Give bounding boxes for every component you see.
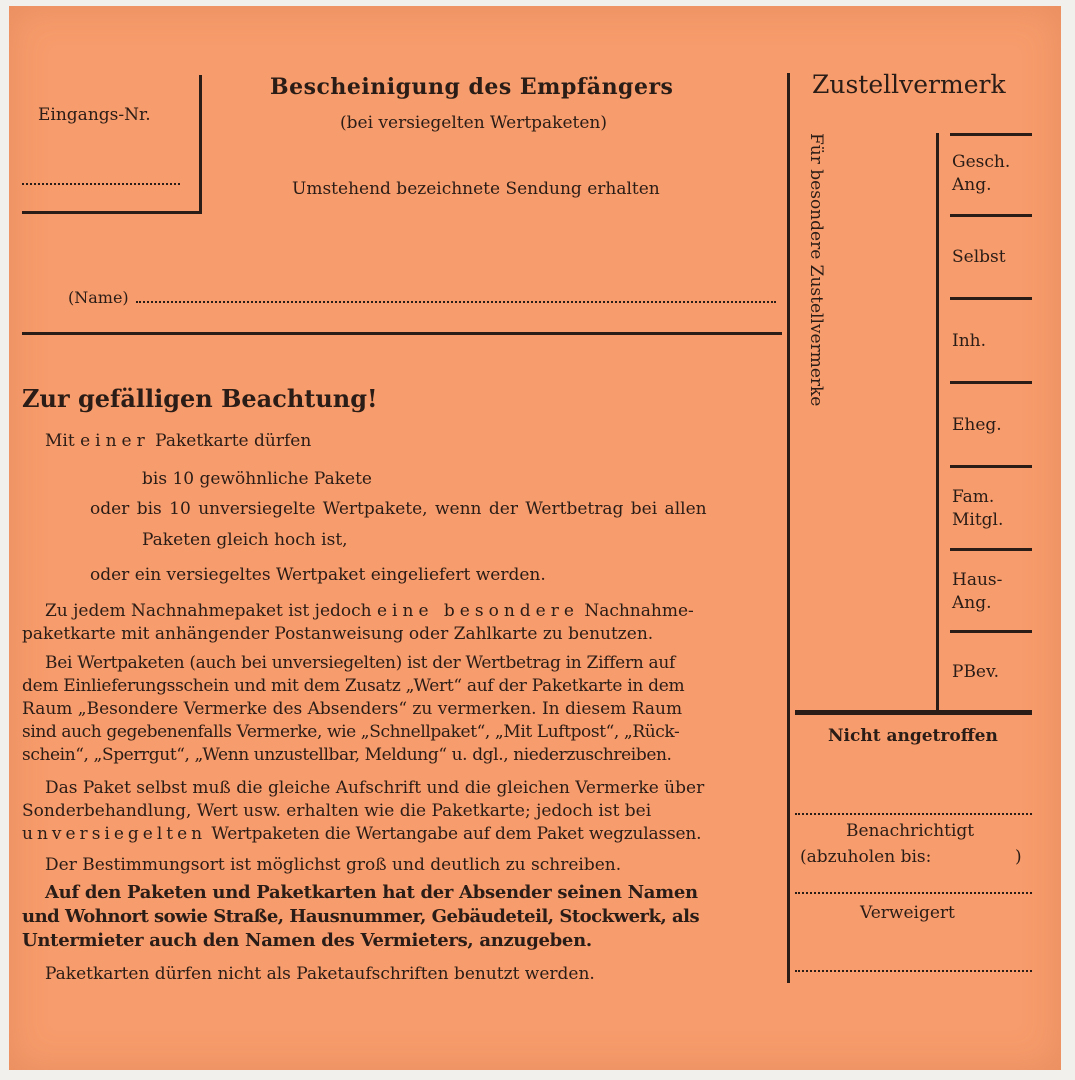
notice-para-3-line-1: Das Paket selbst muß die gleiche Aufschrift und die gleichen Vermerke über	[45, 778, 705, 798]
refused-field[interactable]	[795, 970, 1032, 972]
notice-para-5-line-1: Auf den Paketen und Paketkarten hat der Absender seinen Namen	[45, 882, 698, 903]
category-separator	[950, 297, 1032, 300]
notice-para-3-line-2: Sonderbehandlung, Wert usw. erhalten wie die Paketkarte; jedoch ist bei	[22, 801, 652, 821]
category-line: Haus-	[952, 570, 1003, 590]
notice-para-2-line-1: Bei Wertpaketen (auch bei unversiegelten) ist der Wertbetrag in Ziffern auf	[45, 653, 676, 673]
notice-text: Zu jedem Nachnahmepaket ist jedoch	[45, 601, 372, 621]
pickup-until-label: (abzuholen bis:	[800, 847, 932, 867]
category-gesch-ang[interactable]	[952, 151, 1010, 197]
category-column-divider	[936, 133, 939, 711]
notice-para-5-line-3: Untermieter auch den Namen des Vermieters, anzugeben.	[22, 930, 592, 951]
category-line: Fam.	[952, 487, 995, 507]
category-separator	[950, 548, 1032, 551]
category-separator	[950, 214, 1032, 217]
category-inh[interactable]	[952, 330, 986, 353]
notice-text-spaced: eine besondere	[377, 601, 579, 621]
notice-text: Mit	[45, 431, 75, 451]
notice-text: Nachnahme-	[584, 601, 694, 621]
notice-item-1: bis 10 gewöhnliche Pakete	[142, 469, 372, 489]
notice-item-2-line-1: oder bis 10 unversiegelte Wertpakete, wenn der Wertbetrag bei allen	[90, 499, 707, 519]
notified-label: Benachrichtigt	[846, 821, 975, 841]
category-separator	[950, 465, 1032, 468]
header-divider	[22, 332, 782, 335]
notice-para-3-line-3	[22, 824, 701, 844]
notice-item-3: oder ein versiegeltes Wertpaket eingeliefert werden.	[90, 565, 546, 585]
category-separator	[950, 381, 1032, 384]
page-subtitle: (bei versiegelten Wertpaketen)	[340, 113, 608, 133]
right-column-divider	[787, 73, 790, 983]
notice-para-2-line-3: Raum „Besondere Vermerke des Absenders“ zu vermerken. In diesem Raum	[22, 699, 683, 719]
eingangs-box-right-border	[199, 75, 202, 213]
pickup-until-close: )	[1015, 847, 1022, 867]
category-separator	[950, 630, 1032, 633]
not-found-label: Nicht angetroffen	[828, 726, 998, 746]
notice-para-2-line-4: sind auch gegebenenfalls Vermerke, wie „Schnellpaket“, „Mit Luftpost“, „Rück-	[22, 722, 680, 742]
not-found-field[interactable]	[795, 813, 1032, 815]
category-line: Ang.	[952, 175, 992, 195]
notice-para-5-line-2: und Wohnort sowie Straße, Hausnummer, Gebäudeteil, Stockwerk, als	[22, 906, 700, 927]
notice-text-spaced: unversiegelten	[22, 824, 207, 844]
category-line: Eheg.	[952, 415, 1002, 435]
eingangs-box-bottom-border	[22, 211, 202, 214]
category-separator	[950, 133, 1032, 136]
name-label: (Name)	[68, 288, 129, 307]
notice-para-1-line-2: paketkarte mit anhängender Postanweisung oder Zahlkarte zu benutzen.	[22, 624, 654, 644]
name-field[interactable]	[136, 301, 776, 303]
received-statement: Umstehend bezeichnete Sendung erhalten	[292, 179, 660, 199]
notice-para-2-line-2: dem Einlieferungsschein und mit dem Zusatz „Wert“ auf der Paketkarte in dem	[22, 676, 685, 696]
category-pbev[interactable]	[952, 661, 999, 684]
special-delivery-notes-label: Für besondere Zustellvermerke	[806, 133, 826, 407]
page-title: Bescheinigung des Empfängers	[270, 74, 674, 100]
notice-para-2-line-5: schein“, „Sperrgut“, „Wenn unzustellbar, Meldung“ u. dgl., niederzuschreiben.	[22, 745, 672, 765]
notice-text: Wertpaketen die Wertangabe auf dem Paket wegzulassen.	[211, 824, 702, 844]
notified-field[interactable]	[795, 892, 1032, 894]
notice-para-4: Der Bestimmungsort ist möglichst groß und deutlich zu schreiben.	[45, 855, 622, 875]
category-line: Inh.	[952, 331, 987, 351]
notice-text-spaced: einer	[80, 431, 150, 451]
category-fam-mitgl[interactable]	[952, 486, 1003, 532]
category-line: Gesch.	[952, 152, 1011, 172]
refused-label: Verweigert	[860, 903, 955, 923]
zustellvermerk-title: Zustellvermerk	[812, 70, 1006, 99]
notice-text: Paketkarte dürfen	[155, 431, 312, 451]
category-selbst[interactable]	[952, 246, 1006, 269]
category-line: Mitgl.	[952, 510, 1004, 530]
eingangs-nr-label: Eingangs-Nr.	[38, 105, 151, 125]
delivery-status-divider	[795, 710, 1032, 715]
notice-item-2-line-2: Paketen gleich hoch ist,	[142, 530, 348, 550]
category-line: Ang.	[952, 593, 992, 613]
notice-para-6: Paketkarten dürfen nicht als Paketaufschriften benutzt werden.	[45, 964, 595, 984]
notice-intro	[45, 431, 311, 451]
category-eheg[interactable]	[952, 414, 1002, 437]
notice-heading: Zur gefälligen Beachtung!	[22, 384, 378, 413]
category-haus-ang[interactable]	[952, 569, 1002, 615]
category-line: Selbst	[952, 247, 1006, 267]
notice-para-1-line-1	[45, 601, 694, 621]
eingangs-nr-field[interactable]	[22, 183, 180, 185]
category-line: PBev.	[952, 662, 999, 682]
